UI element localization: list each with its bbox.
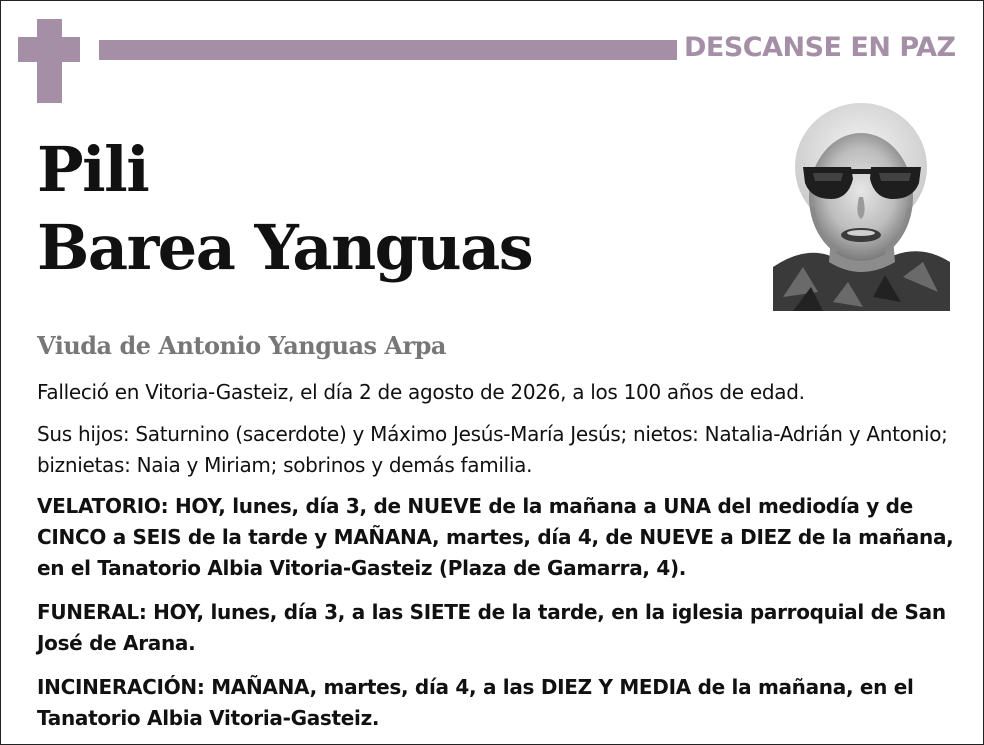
deceased-first-name: Pili: [37, 133, 149, 206]
header-divider-bar: [99, 40, 677, 60]
funeral-paragraph: FUNERAL: HOY, lunes, día 3, a las SIETE de la tarde, en la iglesia parroquial de San José de Arana.: [37, 600, 946, 655]
deceased-name: [37, 131, 532, 287]
family-paragraph: Sus hijos: Saturnino (sacerdote) y Máximo Jesús-María Jesús; nietos: Natalia-Adrián y Antonio; biznietas: Naia y Miriam; sobrinos y demás familia.: [37, 422, 948, 477]
cross-icon-arm: [18, 37, 80, 62]
deceased-surnames: Barea Yanguas: [37, 211, 533, 284]
widow-subtitle: Viuda de Antonio Yanguas Arpa: [37, 331, 446, 360]
wake-paragraph: VELATORIO: HOY, lunes, día 3, de NUEVE de la mañana a UNA del mediodía y de CINCO a SEIS de la tarde y MAÑANA, martes, día 4, de NUEVE a DIEZ de la mañana, en el Tanatorio Albia Vitoria-Gasteiz (Plaza de Gamarra, 4).: [37, 494, 954, 580]
cremation-paragraph: INCINERACIÓN: MAÑANA, martes, día 4, a las DIEZ Y MEDIA de la mañana, en el Tanatorio Albia Vitoria-Gasteiz.: [37, 675, 914, 730]
header-label: DESCANSE EN PAZ: [684, 32, 956, 63]
death-notice-paragraph: Falleció en Vitoria-Gasteiz, el día 2 de agosto de 2026, a los 100 años de edad.: [37, 380, 805, 404]
portrait-photo-icon: [773, 97, 950, 311]
